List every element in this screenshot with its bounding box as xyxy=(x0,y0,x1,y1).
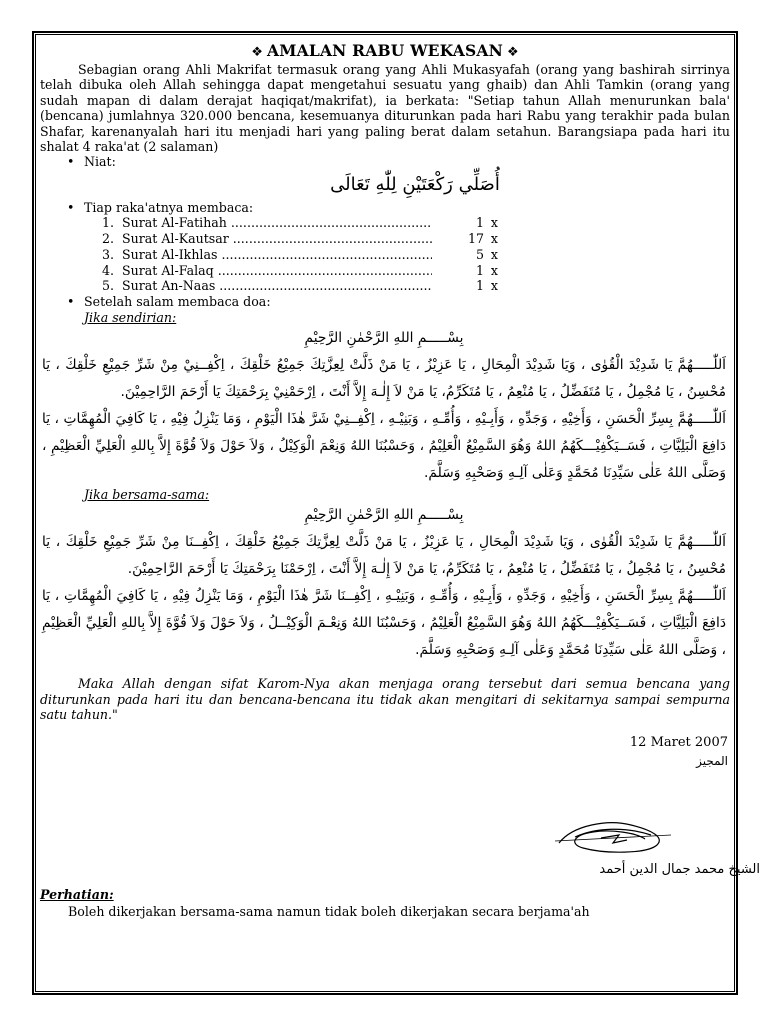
surah-number: 4. xyxy=(101,262,114,278)
surah-count: 5 xyxy=(475,246,484,262)
signer-name: الشيخ محمد جمال الدين أحمد xyxy=(599,862,760,877)
intro-paragraph: Sebagian orang Ahli Makrifat termasuk orang yang Ahli Mukasyafah (orang yang bashirah sirrinya telah dibuka oleh Allah sehingga dapat mengetahui sesuatu yang ghaib) dan Ahli Tamkin (orang yang sudah mapan di dalam derajat haqiqat/makrifat), ia berkata: "Setiap tahun Allah menurunkan bala' (bencana) jumlahnya 320.000 bencana, kesemuanya diturunkan pada hari Rabu yang terakhir pada bulan Shafar, karenanyalah hari itu menjadi hari yang paling berat dalam setahun. Barangsiapa pada hari itu shalat 4 raka'at (2 salaman) xyxy=(40,62,730,155)
together-label: Jika bersama-sama: xyxy=(84,486,210,502)
surah-name: Surat Al-Ikhlas ..... xyxy=(122,247,432,263)
doa-together-first: اَللّٰـــــهُمَّ يَا شَدِيْدَ الْقُوٰى ، وَيَا شَدِيْدَ الْمِحَالِ ، يَا عَزِيْزُ ، يَا مَنْ ذَلَّتْ لِعِزَّتِكَ جَمِيْعُ خَلْقِكَ ، اِكْفِــنَا مِنْ شَرِّ جَمِيْعِ خَلْقِكَ ، يَا مُحْسِنُ ، يَا مُجْمِلُ ، يَا مُتَفَضِّلُ ، يَا مُنْعِمُ ، يَا مُتَكَرِّمُ، يَا مَنْ لاَ إِلٰـهَ إِلاَّ أَنْتَ ، اِرْحَمْنَا بِرَحْمَتِكَ يَا أَرْحَمَ الرَّاحِمِيْنَ. xyxy=(42,533,726,577)
signature-icon xyxy=(553,813,673,857)
surah-unit: x xyxy=(490,262,498,278)
document-title-row xyxy=(40,40,730,62)
niat-label: • Niat: xyxy=(40,154,730,169)
surah-unit: x xyxy=(490,231,498,247)
surah-name: Surat An-Naas ..... xyxy=(122,278,432,294)
list-item xyxy=(40,215,730,231)
doa-label: • Setelah salam membaca doa: xyxy=(40,294,730,309)
list-item xyxy=(40,231,730,247)
surah-count: 1 xyxy=(475,278,484,294)
doa-alone-first: اَللّٰـــــهُمَّ يَا شَدِيْدَ الْقُوٰى ، وَيَا شَدِيْدَ الْمِحَالِ ، يَا عَزِيْزُ ، يَا مَنْ ذَلَّتْ لِعِزَّتِكَ جَمِيْعُ خَلْقِكَ ، اِكْفِــنِيْ مِنْ شَرِّ جَمِيْعِ خَلْقِكَ ، يَا مُحْسِنُ ، يَا مُجْمِلُ ، يَا مُتَفَضِّلُ ، يَا مُنْعِمُ ، يَا مُتَكَرِّمُ، يَا مَنْ لاَ إِلٰـهَ إِلاَّ أَنْتَ ، اِرْحَمْنِيْ بِرَحْمَتِكَ يَا أَرْحَمَ الرَّاحِمِيْنَ. xyxy=(42,356,726,400)
surah-unit: x xyxy=(490,215,498,231)
surah-number: 5. xyxy=(101,278,114,294)
doa-together-second: اَللّٰـــــهُمَّ بِسِرِّ الْحَسَنِ ، وَأَخِيْهِ ، وَجَدِّهِ ، وَأَبِـيْهِ ، وَأُمِّـهِ ، وَبَنِيْـهِ ، اِكْفِــنَا شَرَّ هٰذَا الْيَوْمِ ، وَمَا يَنْزِلُ فِيْهِ ، يَا كَافِيَ الْمُهِمَّاتِ ، يَا دَافِعَ الْبَلِيَّاتِ ، فَسَــيَكْفِيْـــكَهُمُ اللهُ وَهُوَ السَّمِيْعُ الْعَلِيْمُ ، وَحَسْبُنَا اللهُ وَنِعْـمَ الْوَكِيْــلُ ، وَلاَ حَوْلَ وَلاَ قُوَّةَ إِلاَّ بِاللهِ الْعَلِيِّ الْعَظِيْمِ ، وَصَلَّى اللهُ عَلٰى سَيِّدِنَا مُحَمَّدٍ وَعَلٰى آلِـهِ وَصَحْبِهِ وَسَلَّمَ. xyxy=(42,587,726,658)
surah-unit: x xyxy=(490,278,498,294)
mujiz-label: المجيز xyxy=(696,754,728,769)
surah-number: 1. xyxy=(101,215,114,231)
document-date: 12 Maret 2007 xyxy=(629,735,728,751)
doa-alone-second: اَللّٰـــــهُمَّ بِسِرِّ الْحَسَنِ ، وَأَخِيْهِ ، وَجَدِّهِ ، وَأَبِـيْهِ ، وَأُمِّـهِ ، وَبَنِيْـهِ ، اِكْفِــنِيْ شَرَّ هٰذَا الْيَوْمِ ، وَمَا يَنْزِلُ فِيْهِ ، يَا كَافِيَ الْمُهِمَّاتِ ، يَا دَافِعَ الْبَلِيَّاتِ ، فَسَــيَكْفِيْـــكَهُمُ اللهُ وَهُوَ السَّمِيْعُ الْعَلِيْمُ ، وَحَسْبُنَا اللهُ وَنِعْمَ الْوَكِيْلُ ، وَلاَ حَوْلَ وَلاَ قُوَّةَ إِلاَّ بِاللهِ الْعَلِيِّ الْعَظِيْمِ ، وَصَلَّى اللهُ عَلٰى سَيِّدِنَا مُحَمَّدٍ وَعَلٰى آلِـهِ وَصَحْبِهِ وَسَلَّمَ. xyxy=(42,410,726,481)
document-title: AMALAN RABU WEKASAN xyxy=(267,41,503,60)
surah-count: 1 xyxy=(475,215,484,231)
list-item xyxy=(40,278,730,294)
basmalah-alone: بِسْـــــمِ اللهِ الرَّحْمٰنِ الرَّحِيْمِ xyxy=(304,329,464,346)
niat-arabic: أُصَلِّي رَكْعَتَيْنِ لِلّٰهِ تَعَالَى xyxy=(330,173,500,195)
surah-name: Surat Al-Fatihah ..... xyxy=(122,215,432,231)
surah-name: Surat Al-Kautsar ..... xyxy=(122,231,432,247)
rakaat-label: • Tiap raka'atnya membaca: xyxy=(40,200,730,215)
surah-list xyxy=(40,215,730,294)
list-item xyxy=(40,263,730,279)
surah-name: Surat Al-Falaq ..... xyxy=(122,263,432,279)
ornament-right-icon: ❖ xyxy=(506,45,519,60)
basmalah-together: بِسْـــــمِ اللهِ الرَّحْمٰنِ الرَّحِيْمِ xyxy=(304,506,464,523)
surah-unit: x xyxy=(490,246,498,262)
closing-paragraph: Maka Allah dengan sifat Karom-Nya akan menjaga orang tersebut dari semua bencana yang diturunkan pada hari itu dan bencana-bencana itu tidak akan mengitari di sekitarnya sampai sempurna satu tahun." xyxy=(40,676,730,723)
surah-number: 2. xyxy=(101,231,114,247)
note-heading: Perhatian: xyxy=(40,887,114,902)
surah-number: 3. xyxy=(101,246,114,262)
note-text: Boleh dikerjakan bersama-sama namun tidak boleh dikerjakan secara berjama'ah xyxy=(68,904,590,919)
ornament-left-icon: ❖ xyxy=(251,45,264,60)
surah-count: 1 xyxy=(475,262,484,278)
surah-count: 17 xyxy=(467,231,484,247)
document-body xyxy=(40,40,730,771)
list-item xyxy=(40,247,730,263)
alone-label: Jika sendirian: xyxy=(84,309,177,325)
